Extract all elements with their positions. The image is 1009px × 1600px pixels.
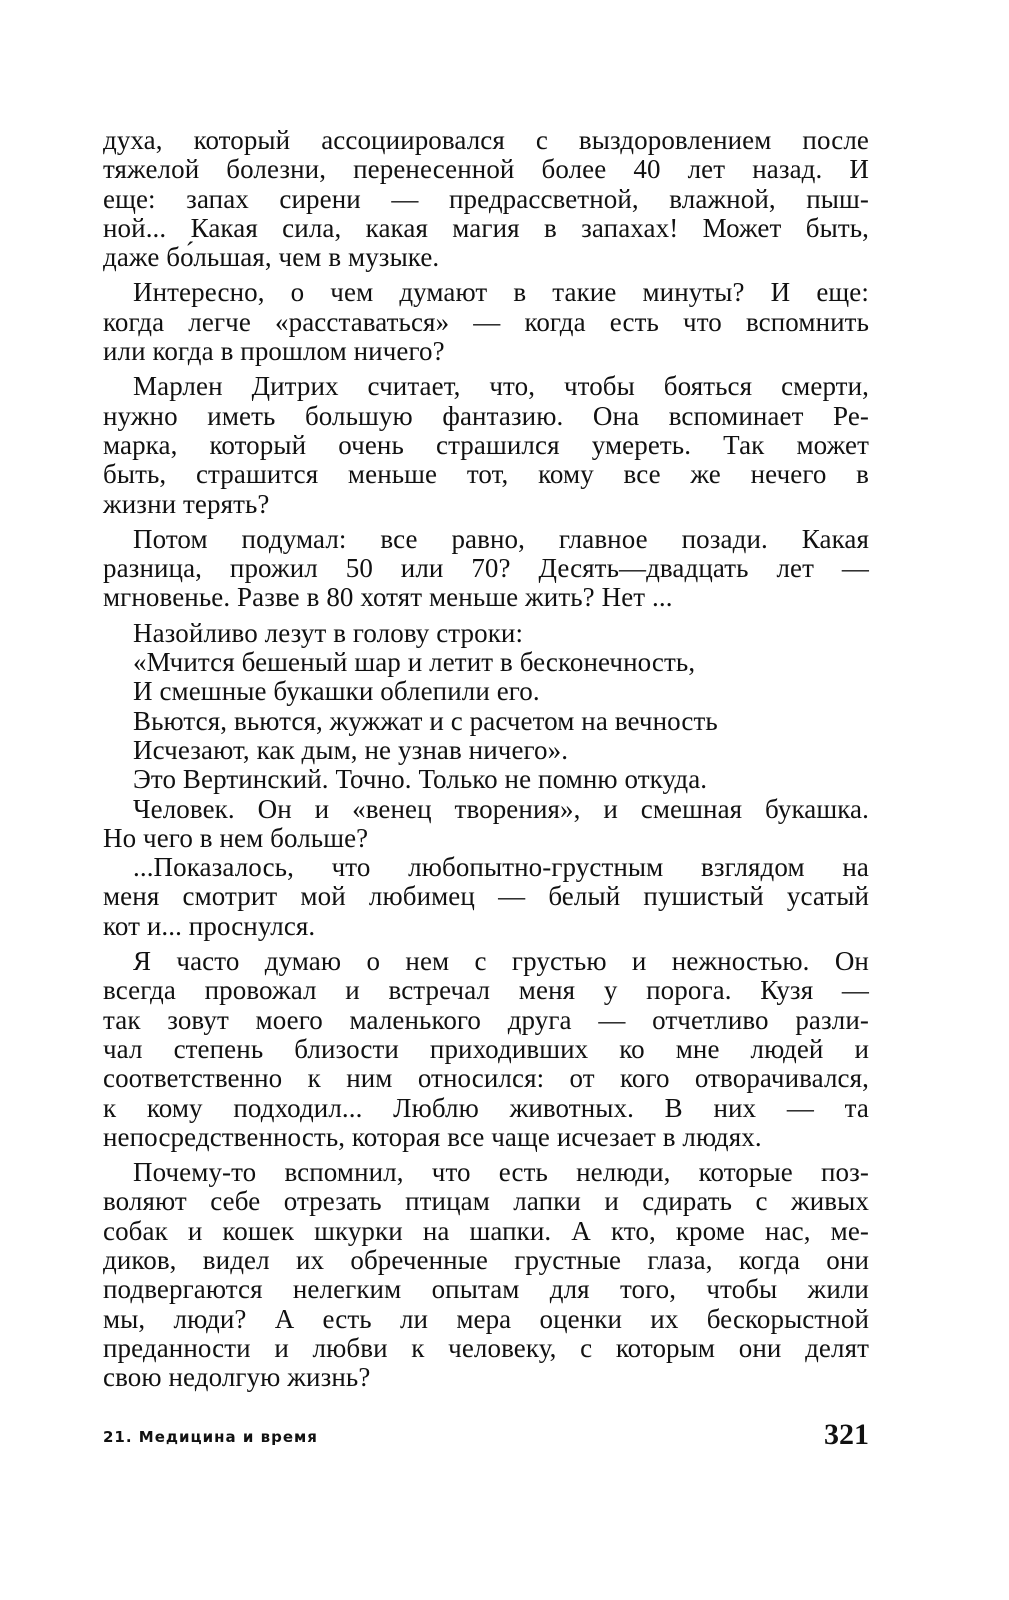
text-line: меня смотрит мой любимец — белый пушистый усатый [103, 881, 869, 912]
text-line: к кому подходил... Люблю животных. В них — та [103, 1092, 869, 1123]
paragraph [103, 853, 869, 941]
text-line: мгновенье. Разве в 80 хотят меньше жить? Нет ... [103, 582, 673, 613]
paragraph [103, 677, 869, 706]
text-line: подвергаются нелегким опытам для того, чтобы жили [103, 1274, 869, 1305]
paragraph [103, 372, 869, 518]
paragraph [103, 765, 869, 794]
text-line: Почему-то вспомнил, что есть нелюди, которые поз- [133, 1157, 869, 1188]
text-line: Потом подумал: все равно, главное позади. Какая [133, 523, 869, 554]
paragraph [103, 278, 869, 366]
paragraph [103, 648, 869, 677]
text-line: Человек. Он и «венец творения», и смешная букашка. [133, 793, 869, 824]
text-line: даже бо́льшая, чем в музыке. [103, 242, 440, 273]
text-line: так зовут моего маленького друга — отчетливо разли- [103, 1004, 869, 1035]
text-line: Это Вертинский. Точно. Только не помню откуда. [133, 764, 708, 795]
text-line: непосредственность, которая все чаще исчезает в людях. [103, 1121, 762, 1152]
text-line: «Мчится бешеный шар и летит в бесконечность, [133, 647, 696, 678]
text-line: жизни терять? [103, 488, 270, 519]
text-line: Исчезают, как дым, не узнав ничего». [133, 734, 569, 765]
text-line: духа, который ассоциировался с выздоровлением после [103, 125, 869, 155]
text-line: воляют себе отрезать птицам лапки и сдирать с живых [103, 1186, 869, 1217]
text-line: всегда провожал и встречал меня у порога. Кузя — [103, 975, 869, 1006]
text-line: ной... Какая сила, какая магия в запахах! Может быть, [103, 212, 869, 243]
text-line: Назойливо лезут в голову строки: [133, 617, 524, 648]
text-line: быть, страшится меньше тот, кому все же нечего в [103, 459, 869, 490]
paragraph [103, 736, 869, 765]
footer-signature: 21. Медицина и время [103, 1428, 318, 1446]
paragraph [103, 707, 869, 736]
text-line: чал степень близости приходивших ко мне людей и [103, 1033, 869, 1064]
text-line: Но чего в нем больше? [103, 822, 369, 853]
text-line: марка, который очень страшился умереть. Так может [103, 429, 869, 460]
text-line: разница, прожил 50 или 70? Десять—двадцать лет — [103, 553, 869, 584]
page-footer [103, 1418, 869, 1458]
text-line: ...Показалось, что любопытно-грустным взглядом на [133, 852, 869, 883]
text-line: кот и... проснулся. [103, 910, 316, 941]
text-line: Вьются, вьются, жужжат и с расчетом на вечность [133, 705, 718, 736]
paragraph [103, 795, 869, 854]
text-line: преданности и любви к человеку, с которым они делят [103, 1332, 869, 1363]
text-line: соответственно к ним относился: от кого отворачивался, [103, 1063, 869, 1094]
text-line: еще: запах сирени — предрассветной, влажной, пыш- [103, 183, 869, 214]
text-line: мы, люди? А есть ли мера оценки их бескорыстной [103, 1303, 869, 1334]
text-line: Я часто думаю о нем с грустью и нежностью. Он [133, 946, 869, 977]
paragraph [103, 525, 869, 613]
text-line: тяжелой болезни, перенесенной более 40 лет назад. И [103, 154, 869, 185]
text-line: Интересно, о чем думают в такие минуты? И еще: [133, 277, 869, 308]
page-number: 321 [824, 1418, 869, 1451]
paragraph [103, 1158, 869, 1392]
text-line: когда легче «расставаться» — когда есть что вспомнить [103, 306, 869, 337]
text-line: собак и кошек шкурки на шапки. А кто, кроме нас, ме- [103, 1215, 869, 1246]
text-line: свою недолгую жизнь? [103, 1362, 371, 1393]
text-line: И смешные букашки облепили его. [133, 676, 540, 707]
paragraph [103, 126, 869, 272]
page-body [103, 126, 869, 1392]
text-line: Марлен Дитрих считает, что, чтобы бояться смерти, [133, 371, 869, 402]
text-line: диков, видел их обреченные грустные глаза, когда они [103, 1244, 869, 1275]
text-line: нужно иметь большую фантазию. Она вспоминает Ре- [103, 400, 869, 431]
text-line: или когда в прошлом ничего? [103, 336, 445, 367]
paragraph [103, 619, 869, 648]
paragraph [103, 947, 869, 1152]
